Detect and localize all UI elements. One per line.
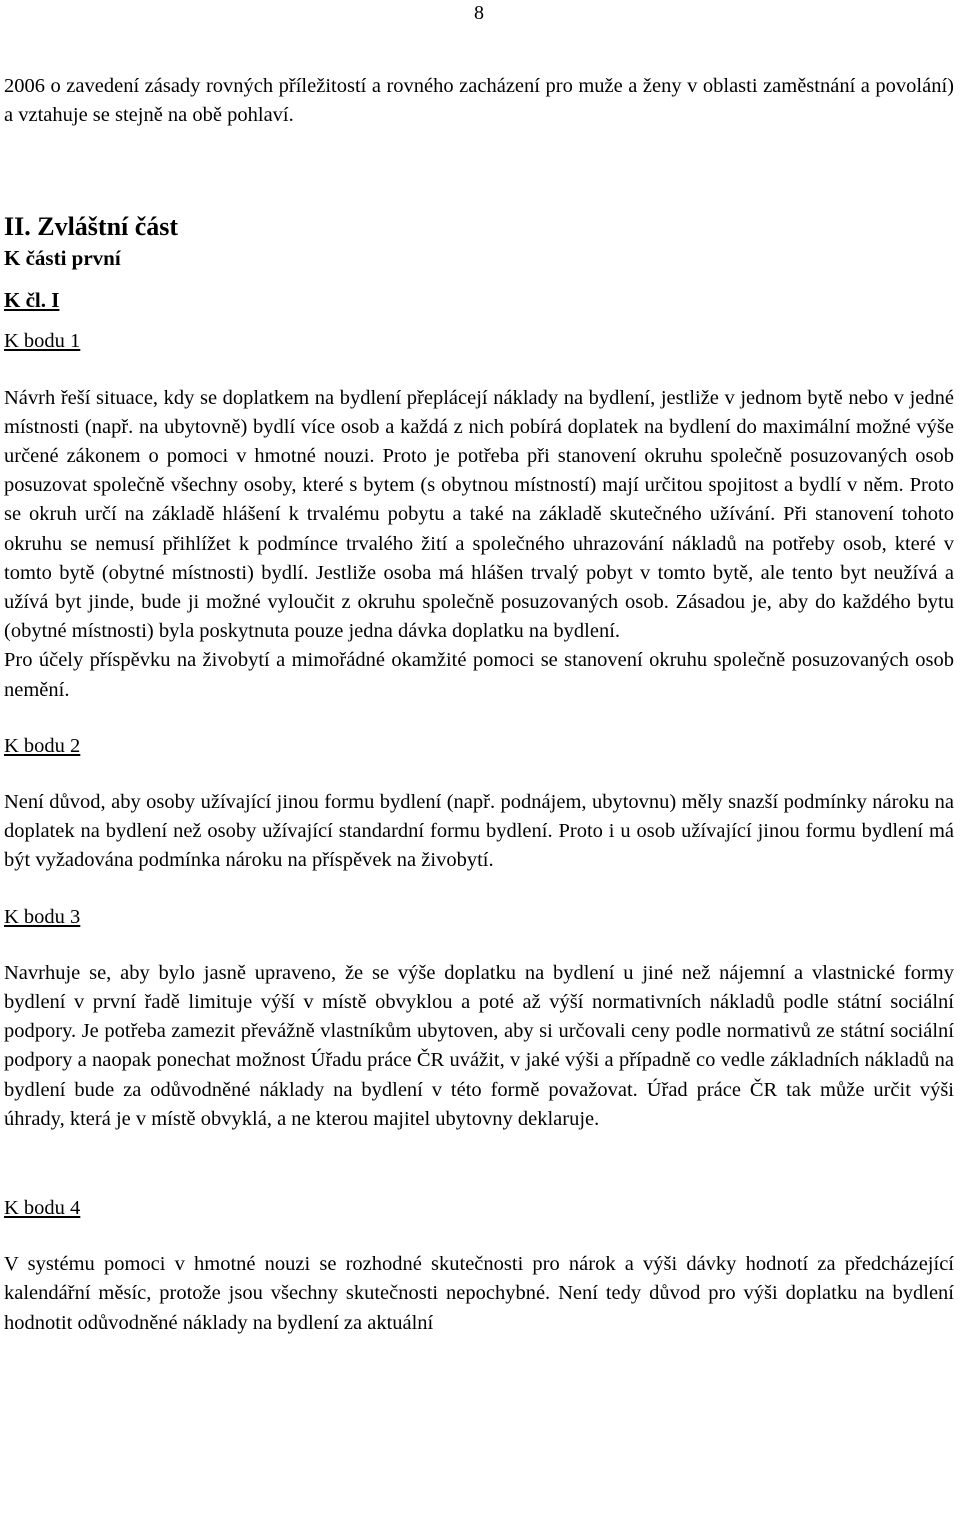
- section-heading-2: K bodu 2: [4, 734, 81, 757]
- part-title: II. Zvláštní část: [4, 212, 179, 242]
- section-heading-1: K bodu 1: [4, 330, 81, 353]
- part-subtitle: K části první: [4, 246, 121, 271]
- document-body: [4, 72, 954, 1338]
- section-1-paragraph-2: Pro účely příspěvku na živobytí a mimořádné okamžité pomoci se stanovení okruhu společně posuzovaných osob nemění.: [4, 649, 954, 701]
- article-heading: K čl. I: [4, 288, 60, 313]
- section-3-paragraph-1: Navrhuje se, aby bylo jasně upraveno, že se výše doplatku na bydlení u jiné než nájemní a vlastnické formy bydlení v první řadě limituje výší v místě obvyklou a poté až výší normativních nákladů podle státní sociální podpory. Je potřeba zamezit převážně vlastníkům ubytoven, aby si určovali ceny podle normativů ze státní sociální podpory a naopak ponechat možnost Úřadu práce ČR uvážit, v jaké výši a případně co vedle základních nákladů na bydlení bude za odůvodněné náklady na bydlení v této formě považovat. Úřad práce ČR tak může určit výši úhrady, která je v místě obvyklá, a ne kterou majitel ubytovny deklaruje.: [4, 961, 954, 1130]
- section-4-paragraph-1: V systému pomoci v hmotné nouzi se rozhodné skutečnosti pro nárok a výši dávky hodnotí za předcházející kalendářní měsíc, protože jsou všechny skutečnosti nepochybné. Není tedy důvod pro výši doplatku na bydlení hodnotit odůvodněné náklady na bydlení za aktuální: [4, 1253, 954, 1334]
- section-heading-3: K bodu 3: [4, 905, 81, 928]
- page-number: 8: [474, 2, 484, 24]
- section-2-paragraph-1: Není důvod, aby osoby užívající jinou formu bydlení (např. podnájem, ubytovnu) měly snazší podmínky nároku na doplatek na bydlení než osoby užívající standardní formu bydlení. Proto i u osob užívající jinou formu bydlení má být vyžadována podmínka nároku na příspěvek na živobytí.: [4, 791, 954, 872]
- section-1-paragraph-1: Návrh řeší situace, kdy se doplatkem na bydlení přeplácejí náklady na bydlení, jestliže v jednom bytě nebo v jedné místnosti (např. na ubytovně) bydlí více osob a každá z nich pobírá doplatek na bydlení do maximální možné výše určené zákonem o pomoci v hmotné nouzi. Proto je potřeba při stanovení okruhu společně posuzovaných osob posuzovat společně všechny osoby, které s bytem (s obytnou místností) mají určitou spojitost a bydlí v něm. Proto se okruh určí na základě hlášení k trvalému pobytu a také na základě skutečného užívání. Při stanovení tohoto okruhu se nemusí přihlížet k podmínce trvalého žití a společného uhrazování nákladů na potřeby osob, které v tomto bytě (obytné místnosti) bydlí. Jestliže osoba má hlášen trvalý pobyt v tomto bytě, ale tento byt neužívá a užívá byt jinde, bude ji možné vyloučit z okruhu společně posuzovaných osob. Zásadou je, aby do každého bytu (obytné místnosti) byla poskytnuta pouze jedna dávka doplatku na bydlení.: [4, 386, 954, 643]
- section-heading-4: K bodu 4: [4, 1197, 81, 1220]
- intro-paragraph: 2006 o zavedení zásady rovných příležitostí a rovného zacházení pro muže a ženy v oblasti zaměstnání a povolání) a vztahuje se stejně na obě pohlaví.: [4, 75, 954, 127]
